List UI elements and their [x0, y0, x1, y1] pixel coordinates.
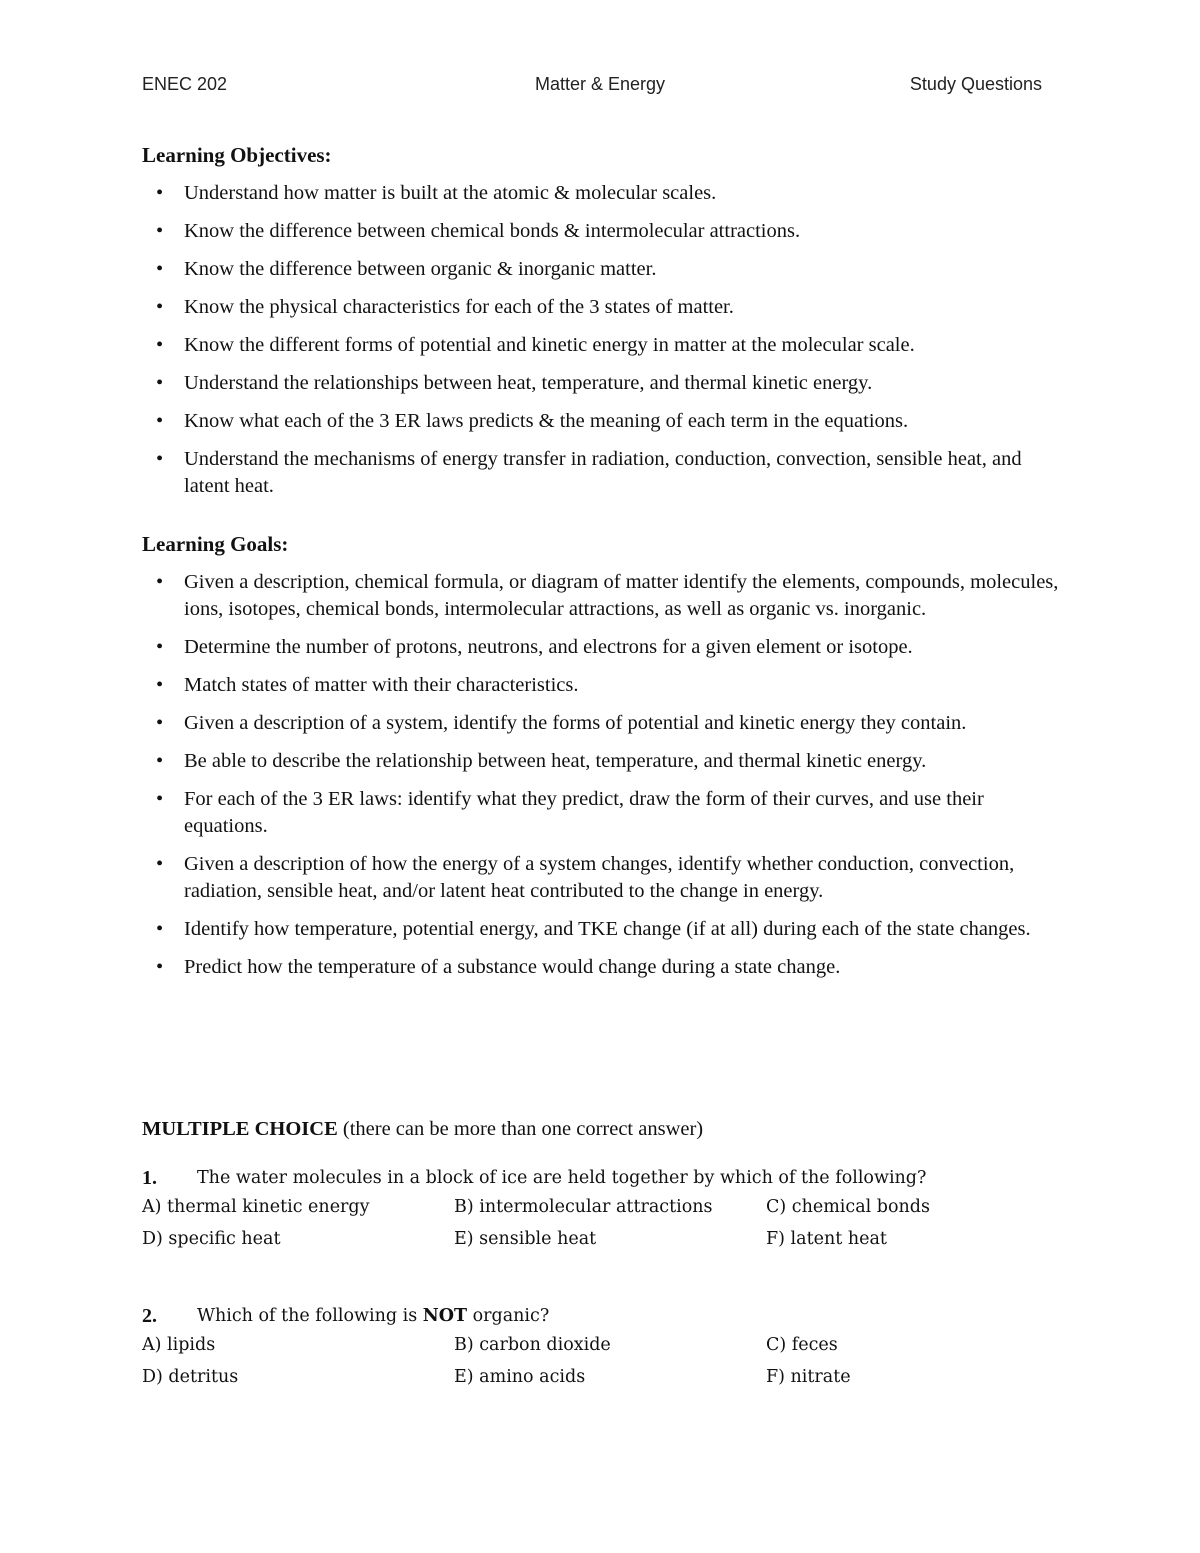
question-2 [142, 1305, 1072, 1399]
bullet-icon: • [156, 182, 164, 204]
objective-item: • Understand how matter is built at the atomic & molecular scales. [142, 180, 1072, 207]
answer-option: A) lipids [142, 1335, 216, 1355]
bullet-icon: • [156, 918, 164, 940]
objective-item: • Know the difference between chemical bonds & intermolecular attractions. [142, 218, 1072, 245]
bullet-icon: • [156, 956, 164, 978]
goal-item: • Given a description of a system, identify the forms of potential and kinetic energy they contain. [142, 710, 1072, 737]
bullet-icon: • [156, 372, 164, 394]
goal-item: • Given a description of how the energy of a system changes, identify whether conduction, convection, radiation, sensible heat, and/or latent heat contributed to the change in energy. [156, 853, 1015, 902]
bullet-icon: • [156, 296, 164, 318]
answer-option: F) latent heat [766, 1229, 887, 1249]
bullet-icon: • [156, 571, 164, 593]
header-topic: Matter & Energy [534, 74, 666, 94]
multiple-choice-note: (there can be more than one correct answer) [337, 1118, 704, 1140]
bullet-icon: • [156, 853, 164, 875]
question-text: Which of the following is NOT organic? [197, 1306, 550, 1326]
bullet-icon: • [156, 712, 164, 734]
goal-item: • Identify how temperature, potential energy, and TKE change (if at all) during each of the state changes. [142, 916, 1072, 943]
bullet-icon: • [156, 220, 164, 242]
answer-option: C) chemical bonds [766, 1197, 930, 1217]
answer-option: C) feces [766, 1335, 838, 1355]
goal-item: • Determine the number of protons, neutrons, and electrons for a given element or isotope. [142, 634, 1072, 661]
objectives-list [142, 180, 1072, 511]
bullet-icon: • [156, 258, 164, 280]
question-number: 2. [142, 1305, 157, 1327]
answer-option: A) thermal kinetic energy [142, 1197, 370, 1217]
answer-option: B) intermolecular attractions [454, 1197, 713, 1217]
goal-item: • Match states of matter with their characteristics. [142, 672, 1072, 699]
goal-item: • Given a description, chemical formula, or diagram of matter identify the elements, compounds, molecules, ions, isotopes, chemical bonds, intermolecular attractions, as well as organic vs. inorganic. [156, 571, 1059, 620]
objective-item: • Know the different forms of potential and kinetic energy in matter at the molecular scale. [142, 332, 1072, 359]
objective-item: • Know the physical characteristics for each of the 3 states of matter. [142, 294, 1072, 321]
bullet-icon: • [156, 674, 164, 696]
question-emphasis: NOT [422, 1306, 468, 1326]
answer-option: E) sensible heat [454, 1229, 597, 1249]
objective-item: • Know the difference between organic & inorganic matter. [142, 256, 1072, 283]
goals-heading: Learning Goals: [142, 532, 289, 556]
answer-option: D) detritus [142, 1367, 239, 1387]
goal-item: • For each of the 3 ER laws: identify what they predict, draw the form of their curves, and use their equations. [156, 788, 984, 837]
question-text: The water molecules in a block of ice are held together by which of the following? [197, 1168, 927, 1188]
bullet-icon: • [156, 410, 164, 432]
answer-option: E) amino acids [454, 1367, 586, 1387]
objective-item: • Understand the mechanisms of energy transfer in radiation, conduction, convection, sensible heat, and latent heat. [156, 448, 1022, 497]
bullet-icon: • [156, 448, 164, 470]
header-doc-type: Study Questions [909, 74, 1042, 94]
bullet-icon: • [156, 636, 164, 658]
goal-item: • Be able to describe the relationship between heat, temperature, and thermal kinetic energy. [142, 748, 1072, 775]
multiple-choice-heading [142, 1118, 703, 1141]
goals-list [142, 569, 1072, 992]
bullet-icon: • [156, 334, 164, 356]
header-course: ENEC 202 [142, 74, 228, 94]
answer-option: D) specific heat [142, 1229, 281, 1249]
bullet-icon: • [156, 750, 164, 772]
objectives-heading: Learning Objectives: [142, 143, 332, 167]
answer-option: B) carbon dioxide [454, 1335, 611, 1355]
answer-option: F) nitrate [766, 1367, 851, 1387]
bullet-icon: • [156, 788, 164, 810]
objective-item: • Know what each of the 3 ER laws predicts & the meaning of each term in the equations. [142, 408, 1072, 435]
question-1 [142, 1167, 1072, 1261]
question-number: 1. [142, 1167, 157, 1189]
multiple-choice-title: MULTIPLE CHOICE [142, 1118, 338, 1140]
goal-item: • Predict how the temperature of a substance would change during a state change. [142, 954, 1072, 981]
objective-item: • Understand the relationships between heat, temperature, and thermal kinetic energy. [142, 370, 1072, 397]
